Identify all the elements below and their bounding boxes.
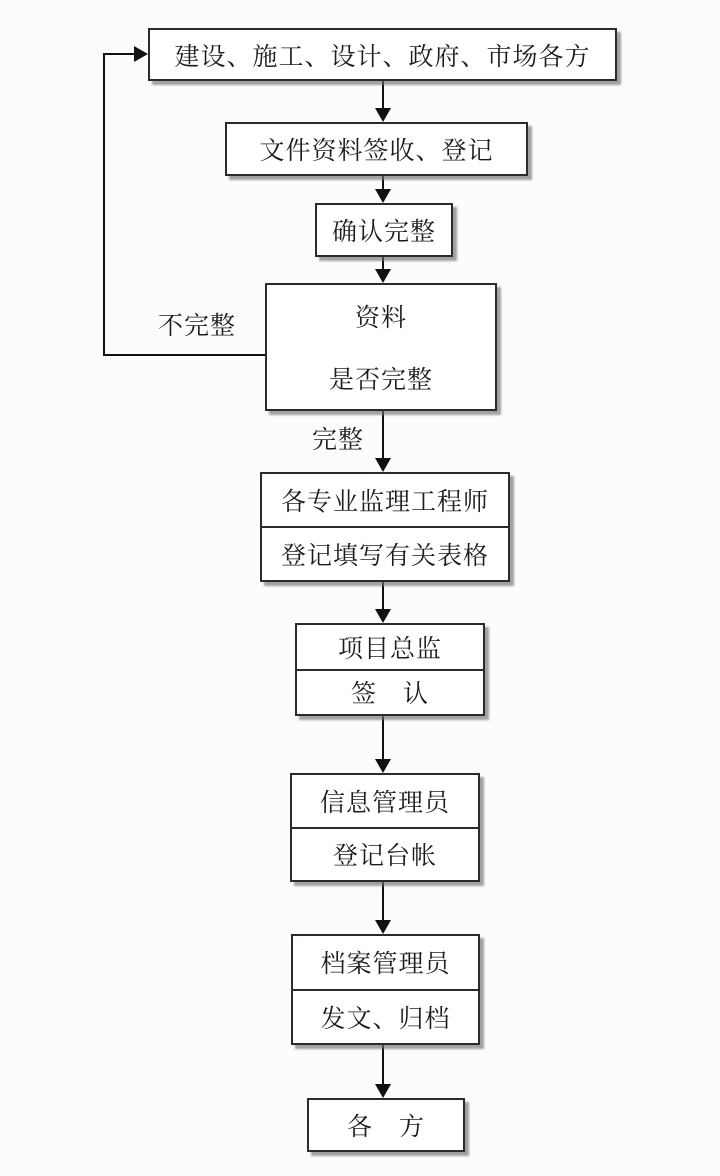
connector-5-arrowhead-icon [375, 609, 391, 623]
feedback-line-top-segment [103, 53, 134, 55]
connector-6-arrowhead-icon [375, 759, 391, 773]
connector-8 [382, 1045, 384, 1085]
flow-node-supervising-engineers [260, 472, 510, 582]
flow-node-chief-role: 项目总监 [337, 635, 442, 663]
flow-node-confirm-complete [315, 203, 453, 257]
flow-node-parties-label: 建设、施工、设计、政府、市场各方 [174, 43, 591, 71]
flow-node-receive-register-label: 文件资料签收、登记 [259, 138, 494, 165]
edge-label-incomplete: 不完整 [158, 313, 237, 340]
connector-1 [382, 81, 384, 109]
flow-node-all-parties-label: 各 方 [346, 1114, 425, 1141]
flow-node-info-manager [290, 773, 480, 882]
flow-node-archive-manager [291, 934, 480, 1045]
edge-label-complete: 完整 [312, 427, 365, 454]
flow-node-chief-supervisor [295, 623, 485, 716]
flow-node-chief-task: 签 认 [297, 669, 483, 715]
connector-4-arrowhead-icon [375, 458, 391, 472]
flow-node-receive-register [225, 122, 528, 176]
flow-node-decision-line2: 是否完整 [328, 367, 433, 394]
flow-node-info-manager-role: 信息管理员 [319, 789, 450, 817]
connector-2-arrowhead-icon [375, 189, 391, 203]
connector-5 [382, 582, 384, 610]
connector-4 [382, 411, 384, 459]
feedback-line-bottom-segment [103, 354, 265, 356]
flow-node-confirm-complete-label: 确认完整 [331, 219, 436, 246]
feedback-line-vertical-segment [103, 54, 105, 356]
connector-6 [382, 716, 384, 760]
flow-node-engineers-task: 登记填写有关表格 [262, 526, 508, 580]
flow-node-all-parties [307, 1098, 465, 1152]
flow-node-engineers-role: 各专业监理工程师 [280, 489, 489, 516]
flow-node-info-manager-task: 登记台帐 [292, 827, 478, 881]
connector-8-arrowhead-icon [375, 1084, 391, 1098]
connector-7-arrowhead-icon [375, 920, 391, 934]
flow-node-parties [148, 28, 617, 81]
flow-node-archive-manager-role: 档案管理员 [320, 951, 451, 979]
connector-2 [382, 176, 384, 190]
connector-1-arrowhead-icon [375, 108, 391, 122]
flow-node-data-complete-decision [265, 283, 497, 411]
flow-node-archive-manager-task: 发文、归档 [293, 989, 478, 1044]
feedback-arrowhead-icon [134, 46, 148, 62]
connector-7 [382, 882, 384, 921]
flow-node-decision-line1: 资料 [354, 305, 407, 332]
connector-3-arrowhead-icon [375, 269, 391, 283]
